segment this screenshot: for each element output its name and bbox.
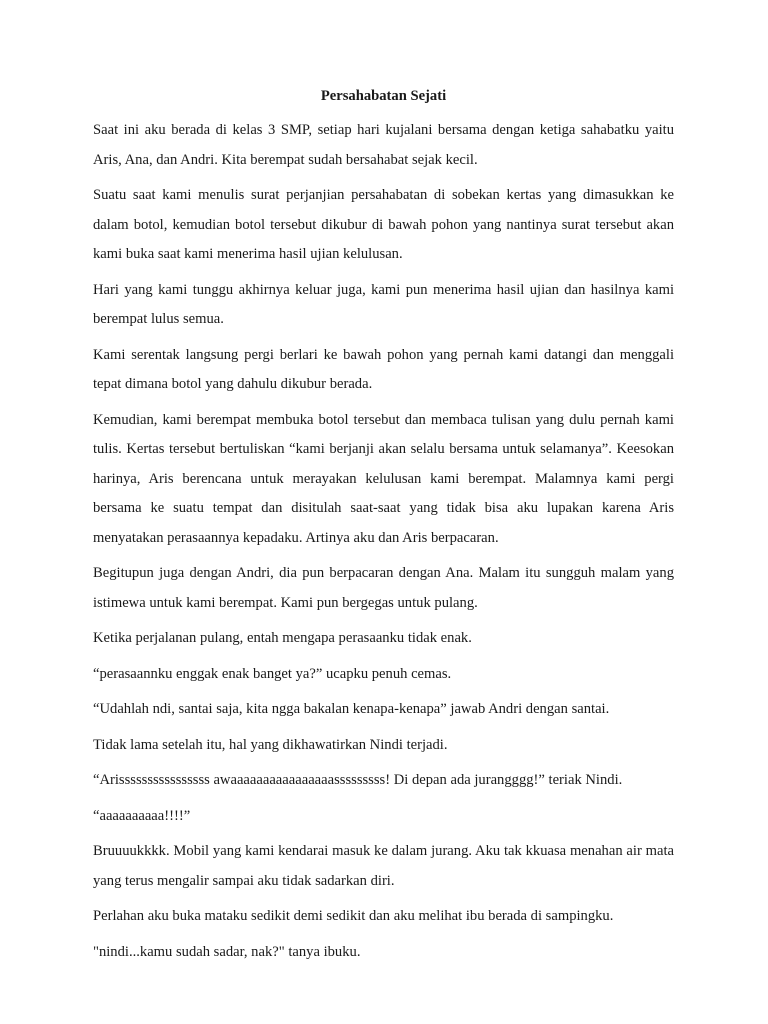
paragraph: “Arissssssssssssssss awaaaaaaaaaaaaaaaasssssssss! Di depan ada jurangggg!” teriak Nindi.	[93, 772, 623, 788]
paragraph: "nindi...kamu sudah sadar, nak?" tanya ibuku.	[93, 943, 361, 960]
paragraph: Hari yang kami tunggu akhirnya keluar juga, kami pun menerima hasil ujian dan hasilnya kami berempat lulus semua.	[93, 281, 674, 327]
paragraph: Saat ini aku berada di kelas 3 SMP, setiap hari kujalani bersama dengan ketiga sahabatku yaitu Aris, Ana, dan Andri. Kita berempat sudah bersahabat sejak kecil.	[93, 122, 674, 168]
paragraph: “aaaaaaaaaa!!!!”	[93, 807, 191, 824]
paragraph: Tidak lama setelah itu, hal yang dikhawatirkan Nindi terjadi.	[93, 736, 448, 753]
document-title: Persahabatan Sejati	[320, 88, 447, 104]
paragraph: Suatu saat kami menulis surat perjanjian persahabatan di sobekan kertas yang dimasukkan ke dalam botol, kemudian botol tersebut dikubur di bawah pohon yang nantinya surat tersebut akan kami buka saat kami menerima hasil ujian kelulusan.	[93, 187, 674, 262]
paragraph: Kami serentak langsung pergi berlari ke bawah pohon yang pernah kami datangi dan menggali tepat dimana botol yang dahulu dikubur berada.	[93, 346, 674, 392]
paragraph: Ketika perjalanan pulang, entah mengapa perasaanku tidak enak.	[93, 630, 472, 646]
paragraph: Perlahan aku buka mataku sedikit demi sedikit dan aku melihat ibu berada di sampingku.	[93, 908, 614, 924]
paragraph: “perasaannku enggak enak banget ya?” ucapku penuh cemas.	[93, 665, 452, 682]
paragraph: “Udahlah ndi, santai saja, kita ngga bakalan kenapa-kenapa” jawab Andri dengan santai.	[93, 701, 610, 717]
paragraph: Kemudian, kami berempat membuka botol tersebut dan membaca tulisan yang dulu pernah kami tulis. Kertas tersebut bertuliskan “kami berjanji akan selalu bersama untuk selamanya”. Keesokan harinya, Aris berencana untuk merayakan kelulusan kami berempat. Malamnya kami pergi bersama ke suatu tempat dan disitulah saat-saat yang tidak bisa aku lupakan karena Aris menyatakan perasaannya kepadaku. Artinya aku dan Aris berpacaran.	[93, 411, 674, 546]
paragraph: Bruuuukkkk. Mobil yang kami kendarai masuk ke dalam jurang. Aku tak kkuasa menahan air mata yang terus mengalir sampai aku tidak sadarkan diri.	[93, 843, 674, 889]
paragraph: Begitupun juga dengan Andri, dia pun berpacaran dengan Ana. Malam itu sungguh malam yang istimewa untuk kami berempat. Kami pun bergegas untuk pulang.	[93, 565, 674, 611]
